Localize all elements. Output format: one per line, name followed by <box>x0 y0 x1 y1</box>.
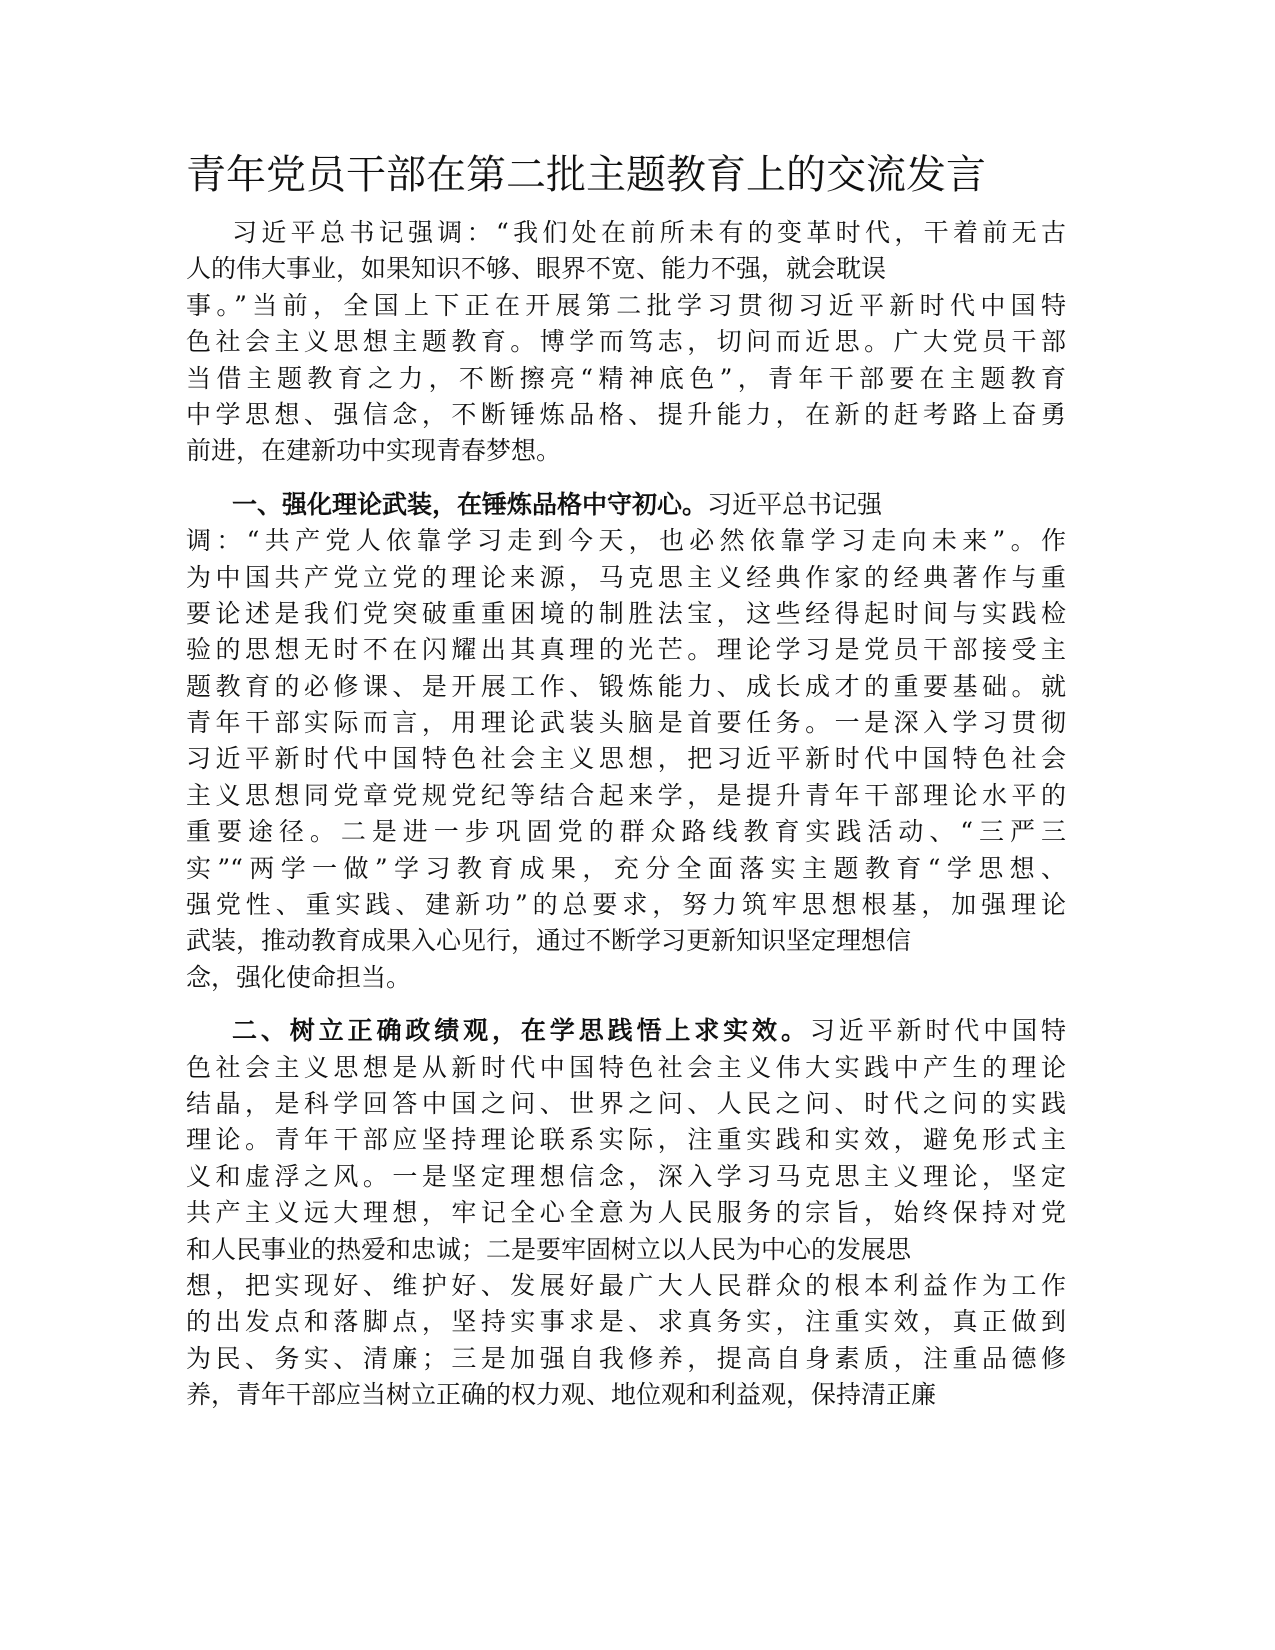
line-text: 前进，在建新功中实现青春梦想。 <box>186 436 562 466</box>
paragraph-line <box>186 433 1066 469</box>
line-text: 色社会主义思想是从新时代中国特色社会主义伟大实践中产生的理论 <box>186 1052 1066 1082</box>
paragraph-line <box>186 361 1066 397</box>
line-text: 验的思想无时不在闪耀出其真理的光芒。理论学习是党员干部接受主 <box>186 635 1066 665</box>
paragraph-line <box>186 1013 1066 1049</box>
paragraph-line <box>186 288 1066 324</box>
paragraph-line <box>186 705 1066 741</box>
line-text: 题教育的必修课、是开展工作、锻炼能力、成长成才的重要基础。就 <box>186 671 1066 701</box>
paragraph-line <box>186 1377 1066 1413</box>
paragraph-line <box>186 887 1066 923</box>
line-text: 义和虚浮之风。一是坚定理想信念，深入学习马克思主义理论，坚定 <box>186 1161 1066 1191</box>
paragraph-line <box>186 814 1066 850</box>
line-text: 武装，推动教育成果入心见行，通过不断学习更新知识坚定理想信 <box>186 926 912 956</box>
section-heading: 一、强化理论武装，在锤炼品格中守初心。 <box>232 489 708 519</box>
paragraph-line <box>186 596 1066 632</box>
paragraph-line <box>186 1086 1066 1122</box>
paragraph-line <box>186 923 1066 959</box>
line-text: 要论述是我们党突破重重困境的制胜法宝，这些经得起时间与实践检 <box>186 598 1066 628</box>
paragraph-line <box>186 1195 1066 1231</box>
paragraph <box>186 215 1066 470</box>
paragraph-line <box>186 1050 1066 1086</box>
paragraph <box>186 487 1066 996</box>
paragraph-line <box>186 487 1066 523</box>
paragraph-line <box>186 632 1066 668</box>
section-heading: 二、树立正确政绩观，在学思践悟上求实效。 <box>232 1016 810 1046</box>
line-text: 理论。青年干部应坚持理论联系实际，注重实践和实效，避免形式主 <box>186 1125 1066 1155</box>
paragraph-line <box>186 251 1066 287</box>
line-text: 重要途径。二是进一步巩固党的群众路线教育实践活动、“三严三 <box>186 817 1066 847</box>
paragraph-line <box>186 215 1066 251</box>
line-text: 实”“两学一做”学习教育成果，充分全面落实主题教育“学思想、 <box>186 853 1066 883</box>
line-text: 人的伟大事业，如果知识不够、眼界不宽、能力不强，就会耽误 <box>186 254 887 284</box>
document-title: 青年党员干部在第二批主题教育上的交流发言 <box>186 152 986 198</box>
line-text: 主义思想同党章党规党纪等结合起来学，是提升青年干部理论水平的 <box>186 780 1066 810</box>
paragraph-line <box>186 1268 1066 1304</box>
document-body <box>186 215 1066 1431</box>
line-text: 为中国共产党立党的理论来源，马克思主义经典作家的经典著作与重 <box>186 562 1066 592</box>
line-text: 和人民事业的热爱和忠诚；二是要牢固树立以人民为中心的发展思 <box>186 1234 912 1264</box>
line-text: 中学思想、强信念，不断锤炼品格、提升能力，在新的赶考路上奋勇 <box>186 399 1066 429</box>
line-text: 习近平总书记强 <box>707 489 883 519</box>
paragraph-line <box>186 960 1066 996</box>
line-text: 青年干部实际而言，用理论武装头脑是首要任务。一是深入学习贯彻 <box>186 708 1066 738</box>
line-text: 的出发点和落脚点，坚持实事求是、求真务实，注重实效，真正做到 <box>186 1307 1066 1337</box>
paragraph-line <box>186 560 1066 596</box>
line-text: 结晶，是科学回答中国之问、世界之问、人民之问、时代之问的实践 <box>186 1088 1066 1118</box>
line-text: 习近平新时代中国特色社会主义思想，把习近平新时代中国特色社会 <box>186 744 1066 774</box>
paragraph-line <box>186 669 1066 705</box>
paragraph-line <box>186 1232 1066 1268</box>
line-text: 色社会主义思想主题教育。博学而笃志，切问而近思。广大党员干部 <box>186 327 1066 357</box>
line-text: 事。”当前，全国上下正在开展第二批学习贯彻习近平新时代中国特 <box>186 290 1066 320</box>
paragraph-line <box>186 778 1066 814</box>
paragraph <box>186 1013 1066 1413</box>
paragraph-line <box>186 1122 1066 1158</box>
line-text: 念，强化使命担当。 <box>186 962 412 992</box>
paragraph-line <box>186 523 1066 559</box>
paragraph-line <box>186 397 1066 433</box>
line-text: 习近平总书记强调：“我们处在前所未有的变革时代，干着前无古 <box>232 218 1066 247</box>
paragraph-line <box>186 1304 1066 1340</box>
paragraph-line <box>186 851 1066 887</box>
paragraph-line <box>186 1159 1066 1195</box>
line-text: 想，把实现好、维护好、发展好最广大人民群众的根本利益作为工作 <box>186 1270 1066 1300</box>
paragraph-line <box>186 324 1066 360</box>
line-text: 习近平新时代中国特 <box>809 1016 1066 1046</box>
paragraph-line <box>186 741 1066 777</box>
line-text: 为民、务实、清廉；三是加强自我修养，提高自身素质，注重品德修 <box>186 1343 1066 1373</box>
line-text: 共产主义远大理想，牢记全心全意为人民服务的宗旨，始终保持对党 <box>186 1198 1066 1228</box>
line-text: 当借主题教育之力，不断擦亮“精神底色”，青年干部要在主题教育 <box>186 363 1066 393</box>
line-text: 强党性、重实践、建新功”的总要求，努力筑牢思想根基，加强理论 <box>186 890 1066 920</box>
line-text: 调：“共产党人依靠学习走到今天，也必然依靠学习走向未来”。作 <box>186 526 1066 556</box>
line-text: 养，青年干部应当树立正确的权力观、地位观和利益观，保持清正廉 <box>186 1380 937 1410</box>
paragraph-line <box>186 1341 1066 1377</box>
